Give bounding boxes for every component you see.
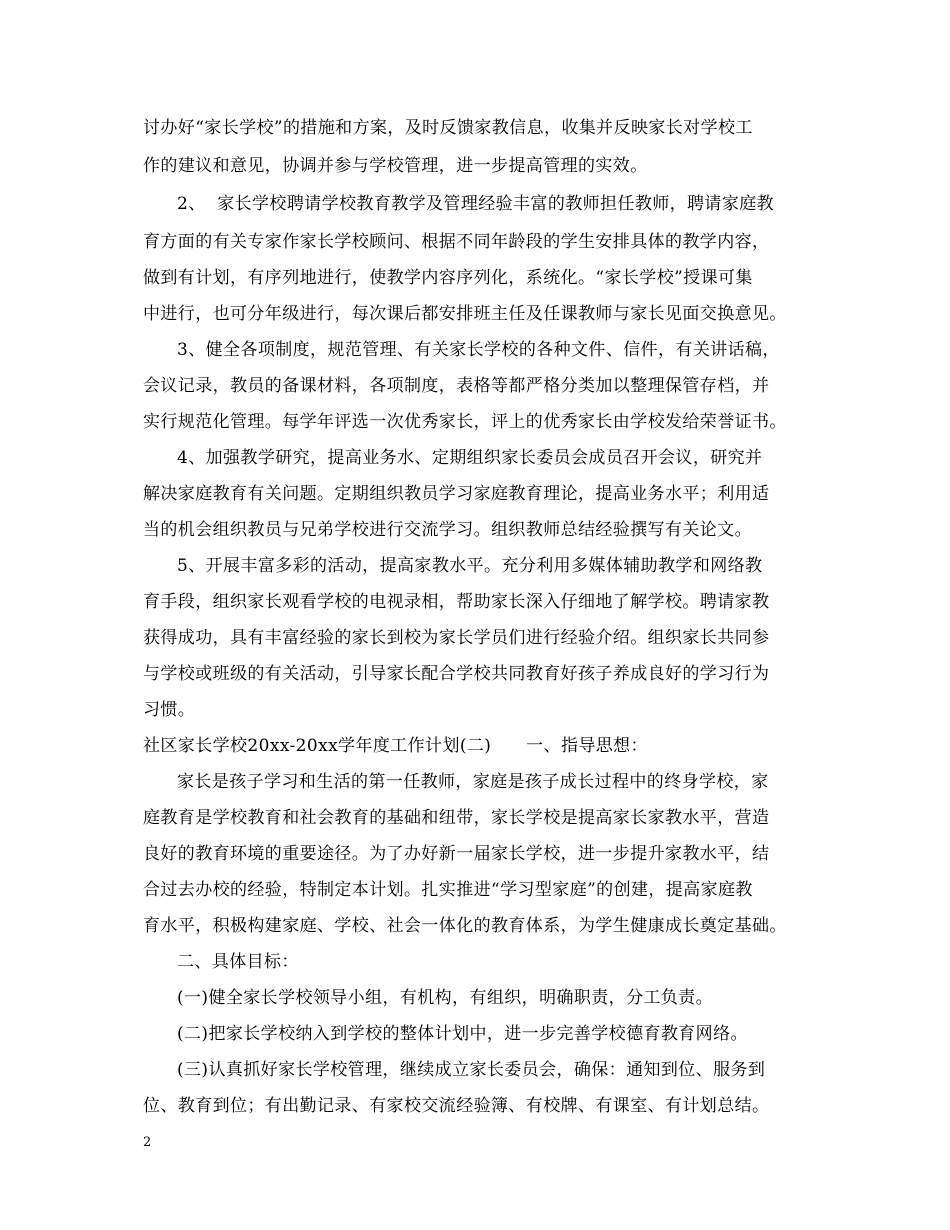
text-line: (二)把家长学校纳入到学校的整体计划中，进一步完善学校德育教育网络。 [177, 1024, 748, 1044]
text-line: 作的建议和意见，协调并参与学校管理，进一步提高管理的实效。 [143, 156, 648, 176]
page-number: 2 [143, 1135, 152, 1150]
text-line: 家长是孩子学习和生活的第一任教师，家庭是孩子成长过程中的终身学校，家 [177, 772, 769, 792]
text-line: 会议记录，教员的备课材料，各项制度，表格等都严格分类加以整理保管存档，并 [143, 376, 770, 396]
text-line: 2、 家长学校聘请学校教育教学及管理经验丰富的教师担任教师，聘请家庭教 [177, 194, 775, 214]
text-line: 庭教育是学校教育和社会教育的基础和纽带，家长学校是提高家长家教水平，营造 [143, 808, 770, 828]
text-line: (一)健全家长学校领导小组，有机构，有组织，明确职责，分工负责。 [177, 988, 714, 1008]
section-heading: 二、具体目标： [177, 952, 299, 972]
text-line: 中进行，也可分年级进行，每次课后都安排班主任及任课教师与家长见面交换意见。 [143, 304, 787, 324]
text-line: 当的机会组织教员与兄弟学校进行交流学习。组织教师总结经验撰写有关论文。 [143, 520, 752, 540]
text-line: 实行规范化管理。每学年评选一次优秀家长，评上的优秀家长由学校发给荣誉证书。 [143, 412, 787, 432]
text-line: 良好的教育环境的重要途径。为了办好新一届家长学校，进一步提升家教水平，结 [143, 844, 770, 864]
text-line: 4、加强教学研究，提高业务水、定期组织家长委员会成员召开会议，研究并 [177, 448, 763, 468]
text-line: 获得成功，具有丰富经验的家长到校为家长学员们进行经验介绍。组织家长共同参 [143, 628, 770, 648]
text-line: (三)认真抓好家长学校管理，继续成立家长委员会，确保：通知到位、服务到 [177, 1060, 766, 1080]
text-line: 3、健全各项制度，规范管理、有关家长学校的各种文件、信件，有关讲话稿， [177, 340, 780, 360]
text-line: 与学校或班级的有关活动，引导家长配合学校共同教育好孩子养成良好的学习行为 [143, 664, 770, 684]
text-line: 习惯。 [143, 700, 196, 720]
text-line: 讨办好“家长学校”的措施和方案，及时反馈家教信息，收集并反映家长对学校工 [143, 118, 753, 138]
section-heading: 社区家长学校20xx-20xx学年度工作计划(二) 一、指导思想： [143, 736, 648, 756]
text-line: 解决家庭教育有关问题。定期组织教员学习家庭教育理论，提高业务水平；利用适 [143, 484, 770, 504]
text-line: 育方面的有关专家作家长学校顾问、根据不同年龄段的学生安排具体的教学内容， [143, 232, 770, 252]
text-line: 5、开展丰富多彩的活动，提高家教水平。充分利用多媒体辅助教学和网络教 [177, 556, 763, 576]
text-line: 育手段，组织家长观看学校的电视录相，帮助家长深入仔细地了解学校。聘请家教 [143, 592, 770, 612]
text-line: 做到有计划，有序列地进行，使教学内容序列化，系统化。“家长学校”授课可集 [143, 268, 753, 288]
text-line: 育水平，积极构建家庭、学校、社会一体化的教育体系，为学生健康成长奠定基础。 [143, 916, 787, 936]
text-line: 位、教育到位；有出勤记录、有家校交流经验簿、有校牌、有课室、有计划总结。 [143, 1096, 770, 1116]
text-line: 合过去办校的经验，特制定本计划。扎实推进“学习型家庭”的创建，提高家庭教 [143, 880, 753, 900]
